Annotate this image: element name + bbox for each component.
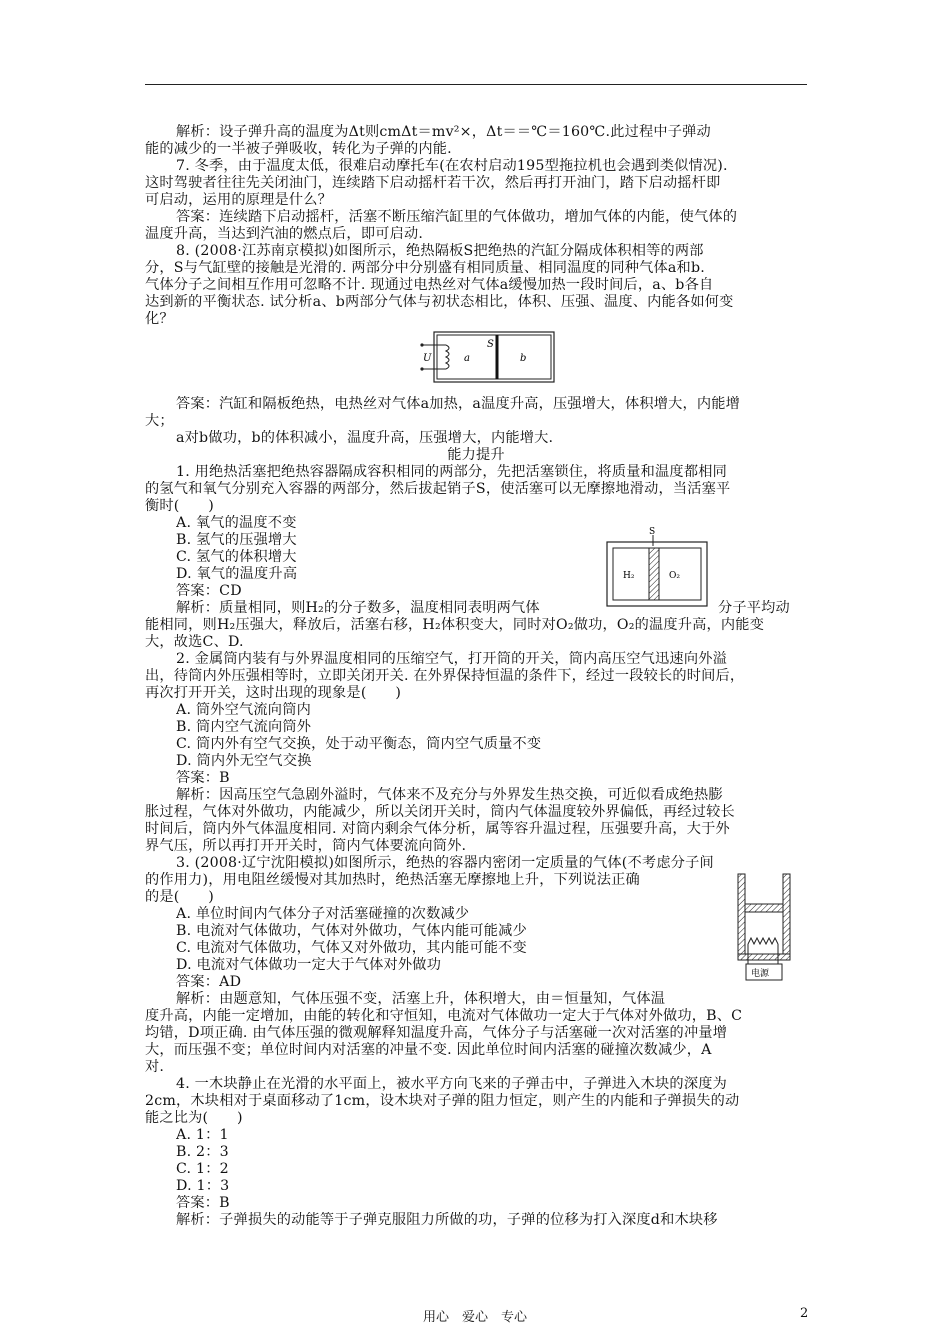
text-line: 大，而压强不变；单位时间内对活塞的冲量不变. 因此单位时间内活塞的碰撞次数减少，A [145, 1042, 712, 1058]
label-h2: H₂ [623, 571, 635, 581]
option-line: D. 电流对气体做功一定大于气体对外做功 [176, 957, 442, 973]
text-line: 解析：因高压空气急剧外溢时，气体来不及充分与外界发生热交换，可近似看成绝热膨 [176, 787, 723, 803]
option-line: A. 筒外空气流向筒内 [176, 702, 311, 718]
option-line: C. 1：2 [176, 1161, 229, 1177]
option-line: A. 单位时间内气体分子对活塞碰撞的次数减少 [176, 906, 470, 922]
label-a: a [464, 353, 470, 364]
text-line: 8. (2008·江苏南京模拟)如图所示，绝热隔板S把绝热的汽缸分隔成体积相等的两部 [176, 243, 704, 259]
page-number: 2 [800, 1306, 809, 1321]
section-title: 能力提升 [447, 447, 505, 463]
answer-line: 答案：B [176, 1195, 230, 1211]
option-line: D. 氧气的温度升高 [176, 566, 298, 582]
option-line: A. 1：1 [176, 1127, 229, 1143]
text-line: 分，S与气缸壁的接触是光滑的. 两部分中分别盛有相同质量、相同温度的同种气体a和b. [145, 260, 705, 276]
text-line: 气体分子之间相互作用可忽略不计. 现通过电热丝对气体a缓慢加热一段时间后，a、b各自 [145, 277, 714, 293]
answer-line: 答案：B [176, 770, 230, 786]
label-o2: O₂ [669, 571, 680, 581]
text-line: 胀过程，气体对外做功，内能减少，所以关闭开关时，筒内气体温度较外界偏低，再经过较长 [145, 804, 735, 820]
text-line: 温度升高，当达到汽油的燃点后，即可启动. [145, 226, 424, 242]
text-line: 可启动，运用的原理是什么？ [145, 192, 333, 208]
text-line: 分子平均动 [718, 600, 790, 616]
label-S: S [649, 527, 656, 537]
option-line: D. 筒内外无空气交换 [176, 753, 312, 769]
text-line: a对b做功，b的体积减小，温度升高，压强增大，内能增大. [176, 430, 554, 446]
text-line: 解析：由题意知，气体压强不变，活塞上升，体积增大，由＝恒量知，气体温 [176, 991, 666, 1007]
label-b: b [520, 353, 527, 364]
text-line: 能相同，则H₂压强大，释放后，活塞右移，H₂体积变大，同时对O₂做功，O₂的温度升高，内能变 [145, 617, 765, 633]
option-line: A. 氧气的温度不变 [176, 515, 297, 531]
text-line: 答案：汽缸和隔板绝热，电热丝对气体a加热，a温度升高，压强增大，体积增大，内能增 [176, 396, 741, 412]
text-line: 4. 一木块静止在光滑的水平面上，被水平方向飞来的子弹击中，子弹进入木块的深度为 [176, 1076, 727, 1092]
text-line: 1. 用绝热活塞把绝热容器隔成容积相同的两部分，先把活塞锁住，将质量和温度都相同 [176, 464, 727, 480]
answer-line: 答案：AD [176, 974, 242, 990]
text-line: 时间后，筒内外气体温度相同. 对筒内剩余气体分析，属等容升温过程，压强要升高，大于外 [145, 821, 730, 837]
text-line: 对. [145, 1059, 165, 1075]
text-line: 的氢气和氧气分别充入容器的两部分，然后拔起销子S，使活塞可以无摩擦地滑动，当活塞平 [145, 481, 731, 497]
piston-heater-figure [732, 872, 796, 982]
label-S: S [487, 339, 494, 350]
text-line: 能之比为( ) [145, 1110, 243, 1126]
text-line: 大，故选C、D. [145, 634, 244, 650]
text-line: 衡时( ) [145, 498, 215, 514]
text-line: 大； [145, 413, 174, 429]
text-line: 能的减少的一半被子弹吸收，转化为子弹的内能. [145, 141, 452, 157]
text-line: 的作用力)，用电阻丝缓慢对其加热时，绝热活塞无摩擦地上升，下列说法正确 [145, 872, 640, 888]
option-line: D. 1：3 [176, 1178, 230, 1194]
text-line: 达到新的平衡状态. 试分析a、b两部分气体与初状态相比，体积、压强、温度、内能各如何变 [145, 294, 734, 310]
text-line: 界气压，所以再打开开关时，筒内气体要流向筒外. [145, 838, 467, 854]
option-line: C. 电流对气体做功，气体又对外做功，其内能可能不变 [176, 940, 527, 956]
option-line: C. 筒内外有空气交换，处于动平衡态，筒内空气质量不变 [176, 736, 542, 752]
text-line: 2cm，木块相对于桌面移动了1cm，设木块对子弹的阻力恒定，则产生的内能和子弹损失的动 [145, 1093, 740, 1109]
text-line: 的是( ) [145, 889, 215, 905]
h2-o2-container-figure [605, 524, 709, 608]
label-power: 电源 [751, 969, 770, 979]
text-line: 再次打开开关，这时出现的现象是( ) [145, 685, 402, 701]
text-line: 答案：连续踏下启动摇杆，活塞不断压缩汽缸里的气体做功，增加气体的内能，使气体的 [176, 209, 738, 225]
header-rule [145, 84, 807, 85]
text-line: 化？ [145, 311, 174, 327]
text-line: 均错，D项正确. 由气体压强的微观解释知温度升高，气体分子与活塞碰一次对活塞的冲量增 [145, 1025, 728, 1041]
option-line: C. 氢气的体积增大 [176, 549, 297, 565]
option-line: B. 2：3 [176, 1144, 229, 1160]
text-line: 度升高，内能一定增加，由能的转化和守恒知，电流对气体做功一定大于气体对外做功，B、C [145, 1008, 743, 1024]
text-line: 7. 冬季，由于温度太低，很难启动摩托车(在农村启动195型拖拉机也会遇到类似情况). [176, 158, 728, 174]
option-line: B. 筒内空气流向筒外 [176, 719, 312, 735]
text-line: 3. (2008·辽宁沈阳模拟)如图所示，绝热的容器内密闭一定质量的气体(不考虑分子间 [176, 855, 714, 871]
footer-text: 用心 爱心 专心 [422, 1310, 527, 1325]
text-line: 2. 金属筒内装有与外界温度相同的压缩空气，打开筒的开关，筒内高压空气迅速向外溢 [176, 651, 727, 667]
answer-line: 答案：CD [176, 583, 242, 599]
text-line: 解析：设子弹升高的温度为Δt则cmΔt＝mv²×，Δt＝＝℃＝160℃.此过程中子弹动 [176, 124, 711, 140]
cylinder-heater-figure [420, 328, 555, 388]
label-U: U [423, 353, 432, 364]
text-line: 这时驾驶者往往先关闭油门，连续踏下启动摇杆若干次，然后再打开油门，踏下启动摇杆即 [145, 175, 721, 191]
text-line: 出，待筒内外压强相等时，立即关闭开关. 在外界保持恒温的条件下，经过一段较长的时间后， [145, 668, 745, 684]
text-line: 解析：质量相同，则H₂的分子数多，温度相同表明两气体 [176, 600, 540, 616]
text-line: 解析：子弹损失的动能等于子弹克服阻力所做的功，子弹的位移为打入深度d和木块移 [176, 1212, 718, 1228]
option-line: B. 氢气的压强增大 [176, 532, 297, 548]
option-line: B. 电流对气体做功，气体对外做功，气体内能可能减少 [176, 923, 527, 939]
